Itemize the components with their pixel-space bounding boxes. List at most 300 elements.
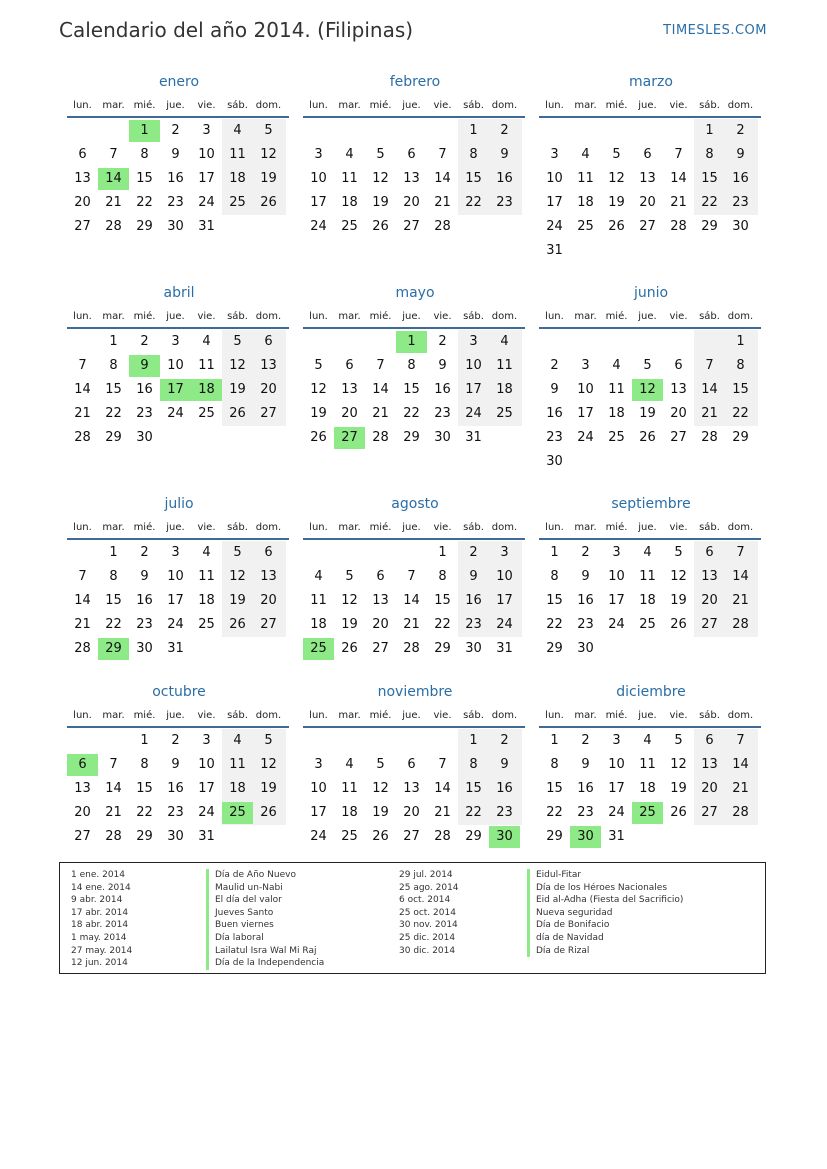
day-cell: 10 [608, 569, 625, 584]
day-cell: 26 [341, 641, 358, 656]
holiday-day-cell: 30 [570, 826, 601, 848]
day-cell: 20 [372, 617, 389, 632]
day-cell: 13 [403, 171, 420, 186]
day-cell: 15 [105, 593, 122, 608]
weekday-label: sáb. [463, 710, 484, 721]
weekday-label: lun. [545, 100, 564, 111]
day-cell: 24 [608, 805, 625, 820]
day-cell: 10 [546, 171, 563, 186]
day-cell: 23 [577, 617, 594, 632]
day-cell: 14 [732, 757, 749, 772]
day-cell: 8 [469, 757, 478, 772]
day-cell: 9 [171, 147, 180, 162]
day-cell: 7 [736, 545, 745, 560]
day-cell: 26 [260, 195, 277, 210]
weekday-label: sáb. [463, 522, 484, 533]
day-cell: 23 [136, 406, 153, 421]
site-logo-text[interactable]: TIMESLES.COM [663, 23, 767, 38]
day-cell: 17 [577, 406, 594, 421]
weekday-label: vie. [669, 522, 688, 533]
legend-date: 1 may. 2014 [71, 932, 127, 943]
day-cell: 13 [260, 569, 277, 584]
legend-holiday-name: Eidul-Fitar [527, 869, 683, 882]
day-cell: 28 [732, 617, 749, 632]
day-cell: 27 [701, 617, 718, 632]
day-cell: 15 [465, 781, 482, 796]
day-cell: 18 [577, 195, 594, 210]
weekday-label: dom. [255, 710, 282, 721]
day-cell: 7 [109, 147, 118, 162]
day-cell: 30 [167, 219, 184, 234]
weekday-label: dom. [255, 522, 282, 533]
day-cell: 4 [500, 334, 509, 349]
day-cell: 17 [310, 805, 327, 820]
day-cell: 2 [140, 545, 149, 560]
day-cell: 1 [550, 545, 559, 560]
day-cell: 5 [612, 147, 621, 162]
holiday-day-cell: 25 [303, 638, 334, 660]
day-cell: 13 [701, 569, 718, 584]
day-cell: 19 [310, 406, 327, 421]
day-cell: 29 [136, 219, 153, 234]
day-cell: 3 [171, 334, 180, 349]
day-cell: 8 [550, 569, 559, 584]
legend-holiday-name: Jueves Santo [206, 907, 324, 920]
day-cell: 8 [736, 358, 745, 373]
day-cell: 28 [403, 641, 420, 656]
day-cell: 4 [233, 733, 242, 748]
day-cell: 19 [260, 171, 277, 186]
day-cell: 22 [136, 195, 153, 210]
weekday-label: dom. [491, 100, 518, 111]
day-cell: 12 [608, 171, 625, 186]
day-cell: 20 [639, 195, 656, 210]
day-cell: 7 [736, 733, 745, 748]
day-cell: 26 [229, 617, 246, 632]
day-cell: 6 [705, 545, 714, 560]
day-cell: 28 [701, 430, 718, 445]
legend-date: 25 ago. 2014 [399, 882, 459, 893]
weekday-label: vie. [669, 100, 688, 111]
day-cell: 19 [670, 781, 687, 796]
weekday-label: mié. [605, 522, 628, 533]
day-cell: 31 [496, 641, 513, 656]
header-divider [539, 327, 761, 329]
day-cell: 29 [403, 430, 420, 445]
holiday-day-cell: 27 [334, 427, 365, 449]
day-cell: 2 [736, 123, 745, 138]
day-cell: 18 [229, 781, 246, 796]
weekday-label: lun. [73, 100, 92, 111]
day-cell: 28 [372, 430, 389, 445]
weekday-label: mar. [338, 522, 361, 533]
day-cell: 4 [643, 545, 652, 560]
header-divider [539, 726, 761, 728]
weekday-label: mar. [338, 710, 361, 721]
day-cell: 22 [465, 805, 482, 820]
day-cell: 16 [434, 382, 451, 397]
weekday-label: jue. [638, 522, 657, 533]
day-cell: 25 [608, 430, 625, 445]
day-cell: 3 [612, 733, 621, 748]
day-cell: 7 [109, 757, 118, 772]
day-cell: 7 [78, 358, 87, 373]
day-cell: 13 [701, 757, 718, 772]
day-cell: 7 [376, 358, 385, 373]
day-cell: 8 [705, 147, 714, 162]
day-cell: 23 [546, 430, 563, 445]
header-divider [539, 116, 761, 118]
legend-names-right [527, 869, 683, 957]
day-cell: 18 [310, 617, 327, 632]
legend-holiday-name: Nueva seguridad [527, 907, 683, 920]
holiday-day-cell: 30 [489, 826, 520, 848]
day-cell: 30 [465, 641, 482, 656]
day-cell: 24 [546, 219, 563, 234]
day-cell: 22 [546, 805, 563, 820]
day-cell: 15 [546, 593, 563, 608]
day-cell: 17 [608, 593, 625, 608]
day-cell: 1 [140, 733, 149, 748]
day-cell: 5 [314, 358, 323, 373]
day-cell: 2 [140, 334, 149, 349]
day-cell: 12 [229, 569, 246, 584]
legend-date: 29 jul. 2014 [399, 870, 453, 880]
day-cell: 11 [608, 382, 625, 397]
day-cell: 31 [608, 829, 625, 844]
day-cell: 16 [496, 781, 513, 796]
day-cell: 15 [546, 781, 563, 796]
day-cell: 19 [670, 593, 687, 608]
weekday-label: sáb. [463, 100, 484, 111]
holiday-legend [59, 862, 766, 974]
month-name: diciembre [616, 684, 686, 700]
day-cell: 2 [469, 545, 478, 560]
day-cell: 14 [670, 171, 687, 186]
day-cell: 23 [496, 195, 513, 210]
day-cell: 27 [403, 219, 420, 234]
month-name: enero [158, 74, 200, 90]
weekday-label: vie. [669, 311, 688, 322]
day-cell: 11 [310, 593, 327, 608]
legend-date: 25 oct. 2014 [399, 907, 456, 918]
page-title: Calendario del año 2014. (Filipinas) [59, 18, 414, 42]
day-cell: 17 [310, 195, 327, 210]
day-cell: 30 [434, 430, 451, 445]
legend-holiday-name: Día de Año Nuevo [206, 869, 324, 882]
legend-holiday-name: Día de Bonifacio [527, 919, 683, 932]
day-cell: 2 [171, 123, 180, 138]
day-cell: 24 [496, 617, 513, 632]
day-cell: 7 [705, 358, 714, 373]
day-cell: 9 [550, 382, 559, 397]
day-cell: 14 [105, 781, 122, 796]
day-cell: 23 [167, 805, 184, 820]
day-cell: 2 [500, 733, 509, 748]
day-cell: 9 [171, 757, 180, 772]
day-cell: 21 [732, 593, 749, 608]
day-cell: 13 [74, 781, 91, 796]
weekday-label: jue. [638, 710, 657, 721]
day-cell: 11 [198, 358, 215, 373]
day-cell: 21 [74, 617, 91, 632]
day-cell: 8 [469, 147, 478, 162]
day-cell: 21 [105, 195, 122, 210]
header-divider [303, 116, 525, 118]
day-cell: 5 [233, 334, 242, 349]
weekday-label: mié. [369, 100, 392, 111]
weekday-label: mié. [133, 311, 156, 322]
day-cell: 30 [167, 829, 184, 844]
day-cell: 18 [639, 593, 656, 608]
day-cell: 27 [372, 641, 389, 656]
day-cell: 10 [465, 358, 482, 373]
day-cell: 14 [434, 781, 451, 796]
day-cell: 5 [264, 123, 273, 138]
day-cell: 2 [581, 545, 590, 560]
day-cell: 6 [345, 358, 354, 373]
header-divider [67, 116, 289, 118]
day-cell: 28 [74, 641, 91, 656]
day-cell: 15 [465, 171, 482, 186]
day-cell: 15 [105, 382, 122, 397]
weekday-label: jue. [638, 100, 657, 111]
weekday-label: mar. [338, 100, 361, 111]
weekday-label: sáb. [699, 100, 720, 111]
day-cell: 11 [496, 358, 513, 373]
day-cell: 13 [74, 171, 91, 186]
legend-date: 30 dic. 2014 [399, 945, 456, 956]
day-cell: 11 [229, 147, 246, 162]
weekday-label: vie. [197, 522, 216, 533]
day-cell: 25 [341, 219, 358, 234]
legend-date: 27 may. 2014 [71, 945, 133, 956]
day-cell: 8 [109, 569, 118, 584]
month-name: septiembre [611, 496, 691, 512]
day-cell: 15 [136, 171, 153, 186]
day-cell: 22 [434, 617, 451, 632]
day-cell: 26 [229, 406, 246, 421]
day-cell: 24 [577, 430, 594, 445]
month-name: marzo [629, 74, 673, 90]
day-cell: 22 [546, 617, 563, 632]
header-divider [67, 327, 289, 329]
header-divider [303, 726, 525, 728]
day-cell: 26 [639, 430, 656, 445]
day-cell: 10 [167, 569, 184, 584]
day-cell: 28 [670, 219, 687, 234]
day-cell: 26 [608, 219, 625, 234]
weekday-label: jue. [166, 522, 185, 533]
weekday-label: lun. [309, 311, 328, 322]
day-cell: 21 [434, 195, 451, 210]
day-cell: 18 [496, 382, 513, 397]
legend-holiday-name: Día laboral [206, 932, 324, 945]
day-cell: 16 [732, 171, 749, 186]
day-cell: 1 [550, 733, 559, 748]
day-cell: 12 [310, 382, 327, 397]
day-cell: 9 [581, 569, 590, 584]
legend-date: 30 nov. 2014 [399, 920, 458, 931]
day-cell: 28 [434, 829, 451, 844]
legend-date: 9 abr. 2014 [71, 895, 123, 906]
weekday-label: mar. [102, 710, 125, 721]
day-cell: 26 [260, 805, 277, 820]
day-cell: 6 [705, 733, 714, 748]
day-cell: 15 [732, 382, 749, 397]
day-cell: 27 [670, 430, 687, 445]
day-cell: 31 [167, 641, 184, 656]
day-cell: 23 [732, 195, 749, 210]
weekday-label: mar. [574, 522, 597, 533]
day-cell: 3 [314, 147, 323, 162]
day-cell: 25 [496, 406, 513, 421]
day-cell: 8 [438, 569, 447, 584]
holiday-day-cell: 12 [632, 379, 663, 401]
day-cell: 1 [705, 123, 714, 138]
day-cell: 18 [198, 593, 215, 608]
day-cell: 19 [372, 195, 389, 210]
day-cell: 4 [202, 334, 211, 349]
day-cell: 24 [198, 805, 215, 820]
day-cell: 3 [500, 545, 509, 560]
holiday-day-cell: 1 [396, 331, 427, 353]
day-cell: 29 [105, 430, 122, 445]
weekday-label: mar. [338, 311, 361, 322]
month-name: mayo [395, 285, 435, 301]
day-cell: 10 [496, 569, 513, 584]
day-cell: 21 [434, 805, 451, 820]
day-cell: 12 [260, 757, 277, 772]
weekday-label: mar. [102, 522, 125, 533]
day-cell: 4 [314, 569, 323, 584]
month-name: abril [163, 285, 195, 301]
weekday-label: sáb. [227, 522, 248, 533]
weekday-label: dom. [255, 311, 282, 322]
day-cell: 24 [310, 219, 327, 234]
holiday-day-cell: 1 [129, 120, 160, 142]
holiday-day-cell: 29 [98, 638, 129, 660]
day-cell: 5 [376, 757, 385, 772]
day-cell: 28 [434, 219, 451, 234]
legend-holiday-name: Eid al-Adha (Fiesta del Sacrificio) [527, 894, 683, 907]
weekday-label: sáb. [699, 311, 720, 322]
weekday-label: mié. [133, 710, 156, 721]
day-cell: 23 [434, 406, 451, 421]
legend-dates-right [399, 869, 459, 957]
holiday-day-cell: 6 [67, 754, 98, 776]
day-cell: 8 [140, 147, 149, 162]
day-cell: 24 [608, 617, 625, 632]
day-cell: 21 [403, 617, 420, 632]
day-cell: 20 [701, 781, 718, 796]
day-cell: 13 [341, 382, 358, 397]
day-cell: 23 [465, 617, 482, 632]
day-cell: 25 [198, 617, 215, 632]
day-cell: 4 [202, 545, 211, 560]
day-cell: 10 [310, 171, 327, 186]
day-cell: 1 [469, 733, 478, 748]
day-cell: 24 [198, 195, 215, 210]
weekday-label: mié. [369, 311, 392, 322]
day-cell: 28 [732, 805, 749, 820]
day-cell: 8 [407, 358, 416, 373]
day-cell: 20 [403, 195, 420, 210]
day-cell: 5 [233, 545, 242, 560]
day-cell: 19 [608, 195, 625, 210]
holiday-day-cell: 18 [191, 379, 222, 401]
day-cell: 7 [438, 147, 447, 162]
day-cell: 31 [198, 829, 215, 844]
day-cell: 12 [260, 147, 277, 162]
day-cell: 11 [577, 171, 594, 186]
day-cell: 6 [643, 147, 652, 162]
weekday-label: vie. [197, 710, 216, 721]
day-cell: 5 [643, 358, 652, 373]
day-cell: 22 [403, 406, 420, 421]
day-cell: 15 [434, 593, 451, 608]
day-cell: 30 [732, 219, 749, 234]
day-cell: 5 [345, 569, 354, 584]
day-cell: 4 [345, 757, 354, 772]
day-cell: 2 [500, 123, 509, 138]
day-cell: 21 [732, 781, 749, 796]
day-cell: 27 [74, 219, 91, 234]
header-divider [67, 538, 289, 540]
day-cell: 6 [407, 757, 416, 772]
day-cell: 1 [109, 545, 118, 560]
day-cell: 14 [74, 593, 91, 608]
day-cell: 16 [577, 781, 594, 796]
day-cell: 26 [372, 219, 389, 234]
day-cell: 30 [136, 430, 153, 445]
day-cell: 7 [438, 757, 447, 772]
weekday-label: jue. [402, 311, 421, 322]
day-cell: 21 [372, 406, 389, 421]
day-cell: 13 [372, 593, 389, 608]
day-cell: 3 [171, 545, 180, 560]
day-cell: 22 [105, 617, 122, 632]
day-cell: 17 [198, 781, 215, 796]
weekday-label: mié. [369, 522, 392, 533]
day-cell: 7 [674, 147, 683, 162]
day-cell: 9 [581, 757, 590, 772]
day-cell: 7 [407, 569, 416, 584]
month-name: febrero [389, 74, 441, 90]
legend-holiday-name: Buen viernes [206, 919, 324, 932]
day-cell: 20 [670, 406, 687, 421]
weekday-label: mié. [133, 522, 156, 533]
day-cell: 1 [438, 545, 447, 560]
month-name: octubre [152, 684, 206, 700]
day-cell: 14 [701, 382, 718, 397]
weekday-label: dom. [491, 522, 518, 533]
legend-holiday-name: Día de los Héroes Nacionales [527, 882, 683, 895]
day-cell: 23 [496, 805, 513, 820]
day-cell: 11 [341, 781, 358, 796]
legend-date: 17 abr. 2014 [71, 907, 129, 918]
day-cell: 1 [469, 123, 478, 138]
day-cell: 20 [260, 382, 277, 397]
day-cell: 8 [109, 358, 118, 373]
weekday-label: mar. [574, 710, 597, 721]
weekday-label: mié. [605, 100, 628, 111]
day-cell: 1 [109, 334, 118, 349]
legend-date: 12 jun. 2014 [71, 958, 128, 969]
day-cell: 6 [78, 147, 87, 162]
weekday-label: dom. [491, 311, 518, 322]
day-cell: 13 [670, 382, 687, 397]
